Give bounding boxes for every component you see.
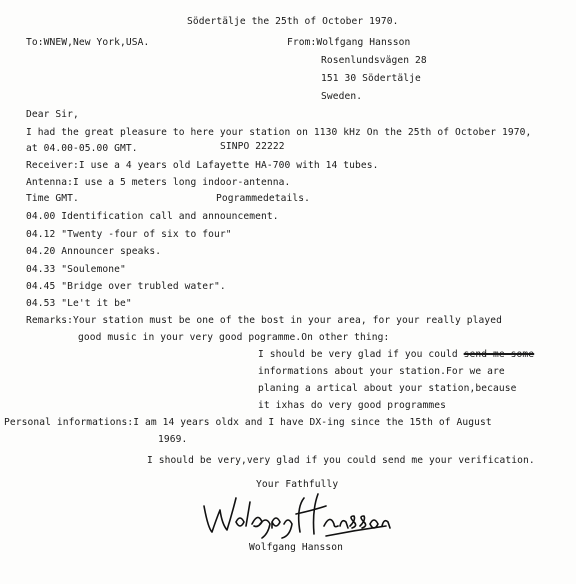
typed-name: Wolfgang Hansson bbox=[249, 542, 344, 553]
salutation: Dear Sir, bbox=[26, 109, 79, 120]
intro-time: at 04.00-05.00 GMT. bbox=[26, 143, 138, 154]
log-entry: 04.53 "Le't it be" bbox=[26, 298, 132, 309]
from-country: Sweden. bbox=[321, 91, 363, 102]
log-entry: 04.12 "Twenty -four of six to four" bbox=[26, 229, 232, 240]
log-entry: 04.00 Identification call and announcement. bbox=[26, 211, 279, 222]
date-line: Södertälje the 25th of October 1970. bbox=[187, 16, 399, 27]
log-entry: 04.20 Announcer speaks. bbox=[26, 246, 162, 257]
log-entry: 04.33 "Soulemone" bbox=[26, 264, 126, 275]
time-column-header: Time GMT. bbox=[26, 193, 79, 204]
remarks-line-2: good music in your very good pogramme.On other thing: bbox=[78, 332, 390, 343]
remarks-line-3 bbox=[258, 349, 534, 361]
remarks-line-6: it ixhas do very good programmes bbox=[258, 400, 447, 411]
log-entry: 04.45 "Bridge over trubled water". bbox=[26, 281, 226, 292]
personal-info-line-1: Personal informations:I am 14 years oldx and I have DX-ing since the 15th of August bbox=[4, 417, 492, 428]
remarks-line-1: Remarks:Your station must be one of the bost in your area, for your really played bbox=[26, 315, 502, 326]
intro-line-1: I had the great pleasure to here your station on 1130 kHz On the 25th of October 1970, bbox=[26, 127, 532, 138]
program-column-header: Pogrammedetails. bbox=[216, 193, 311, 204]
personal-info-line-2: 1969. bbox=[158, 434, 188, 445]
from-line: From:Wolfgang Hansson bbox=[287, 37, 411, 48]
struck-text: send me some bbox=[463, 349, 535, 360]
remarks-line-5: planing a artical about your station,because bbox=[258, 383, 517, 394]
from-postal-city: 151 30 Södertälje bbox=[321, 73, 421, 84]
from-street: Rosenlundsvägen 28 bbox=[321, 55, 427, 66]
handwritten-signature bbox=[200, 484, 410, 544]
receiver-line: Receiver:I use a 4 years old Lafayette HA-700 with 14 tubes. bbox=[26, 160, 379, 171]
sinpo-rating: SINPO 22222 bbox=[220, 141, 285, 152]
remarks-line-4: informations about your station.For we are bbox=[258, 366, 505, 377]
antenna-line: Antenna:I use a 5 meters long indoor-antenna. bbox=[26, 177, 291, 188]
remarks-line-3-text: I should be very glad if you could bbox=[258, 349, 458, 360]
to-address: To:WNEW,New York,USA. bbox=[26, 37, 150, 48]
verification-request: I should be very,very glad if you could send me your verification. bbox=[147, 455, 535, 466]
closing-phrase: Your Fathfully bbox=[256, 479, 339, 490]
